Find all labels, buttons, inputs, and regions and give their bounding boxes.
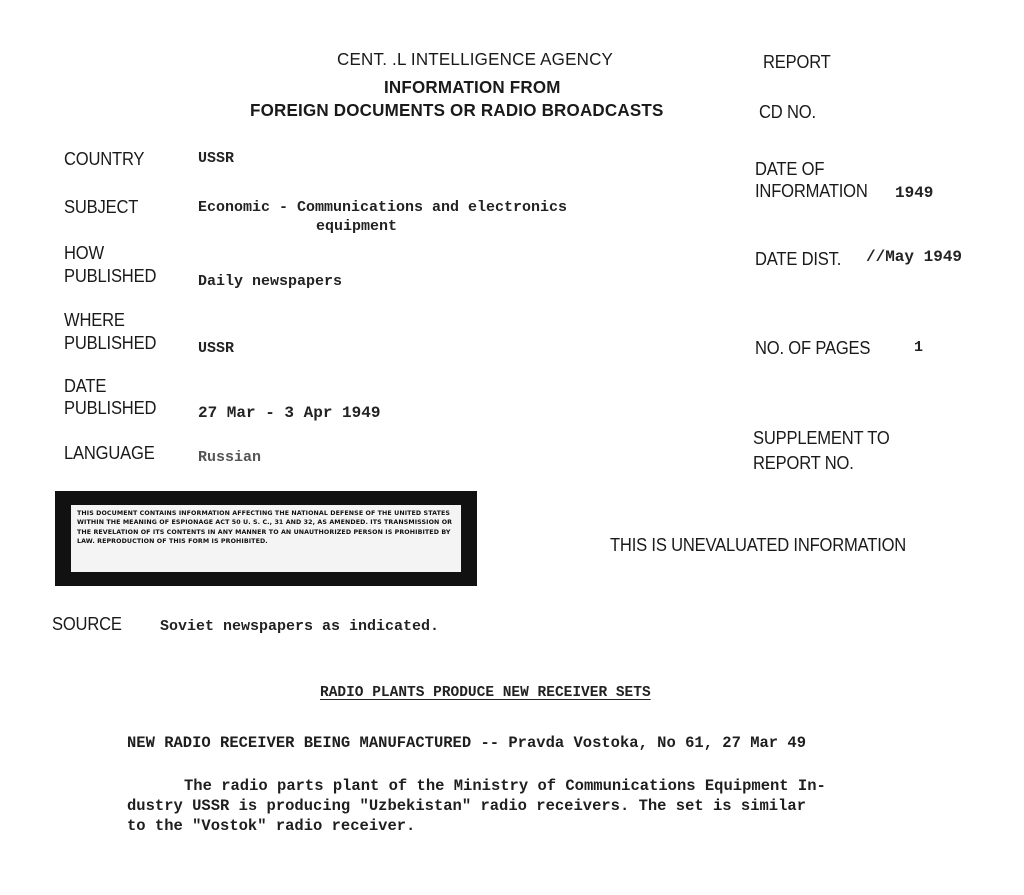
country-label: COUNTRY	[64, 149, 145, 169]
date-pub-label-2: PUBLISHED	[64, 398, 157, 418]
date-info-value: 1949	[895, 184, 934, 202]
pages-label: NO. OF PAGES	[755, 338, 871, 358]
report-no-label: REPORT NO.	[753, 453, 854, 473]
pages-value: 1	[914, 339, 924, 356]
date-published-value: 27 Mar - 3 Apr 1949	[198, 404, 381, 422]
agency-title: CENT. .L INTELLIGENCE AGENCY	[337, 49, 614, 70]
where-label: WHERE	[64, 310, 125, 330]
subject-value: Economic - Communications and electronics	[198, 199, 568, 216]
unevaluated-label: THIS IS UNEVALUATED INFORMATION	[610, 535, 907, 555]
source-label: SOURCE	[52, 614, 122, 634]
language-value: Russian	[198, 449, 262, 466]
classification-notice	[55, 491, 477, 586]
date-dist-label: DATE DIST.	[755, 249, 842, 269]
how-label-2: PUBLISHED	[64, 266, 157, 286]
foreign-docs-line: FOREIGN DOCUMENTS OR RADIO BROADCASTS	[250, 100, 664, 121]
article-paragraph-line3: to the "Vostok" radio receiver.	[127, 817, 416, 835]
how-published-value: Daily newspapers	[198, 273, 343, 290]
info-from-line: INFORMATION FROM	[384, 77, 561, 98]
where-label-2: PUBLISHED	[64, 333, 157, 353]
subject-label: SUBJECT	[64, 197, 139, 217]
supplement-label: SUPPLEMENT TO	[753, 428, 890, 448]
language-label: LANGUAGE	[64, 443, 155, 463]
source-value: Soviet newspapers as indicated.	[160, 618, 440, 635]
article-subheading: NEW RADIO RECEIVER BEING MANUFACTURED -- Pravda Vostoka, No 61, 27 Mar 49	[127, 734, 807, 752]
cd-no-label: CD NO.	[759, 102, 816, 122]
article-heading: RADIO PLANTS PRODUCE NEW RECEIVER SETS	[320, 685, 651, 701]
subject-value-cont: equipment	[316, 218, 398, 235]
article-paragraph-line1: The radio parts plant of the Ministry of Communications Equipment In-	[184, 777, 826, 795]
notice-text: THIS DOCUMENT CONTAINS INFORMATION AFFECTING THE NATIONAL DEFENSE OF THE UNITED STATES WITHIN THE MEANING OF ESPIONAGE ACT 50 U. S. C., 31 AND 32, AS AMENDED. ITS TRANSMISSION OR THE REVELATION OF ITS CONTENTS IN ANY MANNER TO AN UNAUTHORIZED PERSON IS PROHIBITED BY LAW. REPRODUCTION OF THIS FORM IS PROHIBITED.	[71, 505, 461, 572]
date-info-label-2: INFORMATION	[755, 181, 868, 201]
country-value: USSR	[198, 150, 235, 167]
report-label: REPORT	[763, 52, 831, 72]
where-published-value: USSR	[198, 340, 235, 357]
article-paragraph-line2: dustry USSR is producing "Uzbekistan" radio receivers. The set is similar	[127, 797, 807, 815]
date-pub-label: DATE	[64, 376, 107, 396]
how-label: HOW	[64, 243, 104, 263]
date-dist-value: //May 1949	[866, 248, 963, 266]
date-info-label: DATE OF	[755, 159, 825, 179]
